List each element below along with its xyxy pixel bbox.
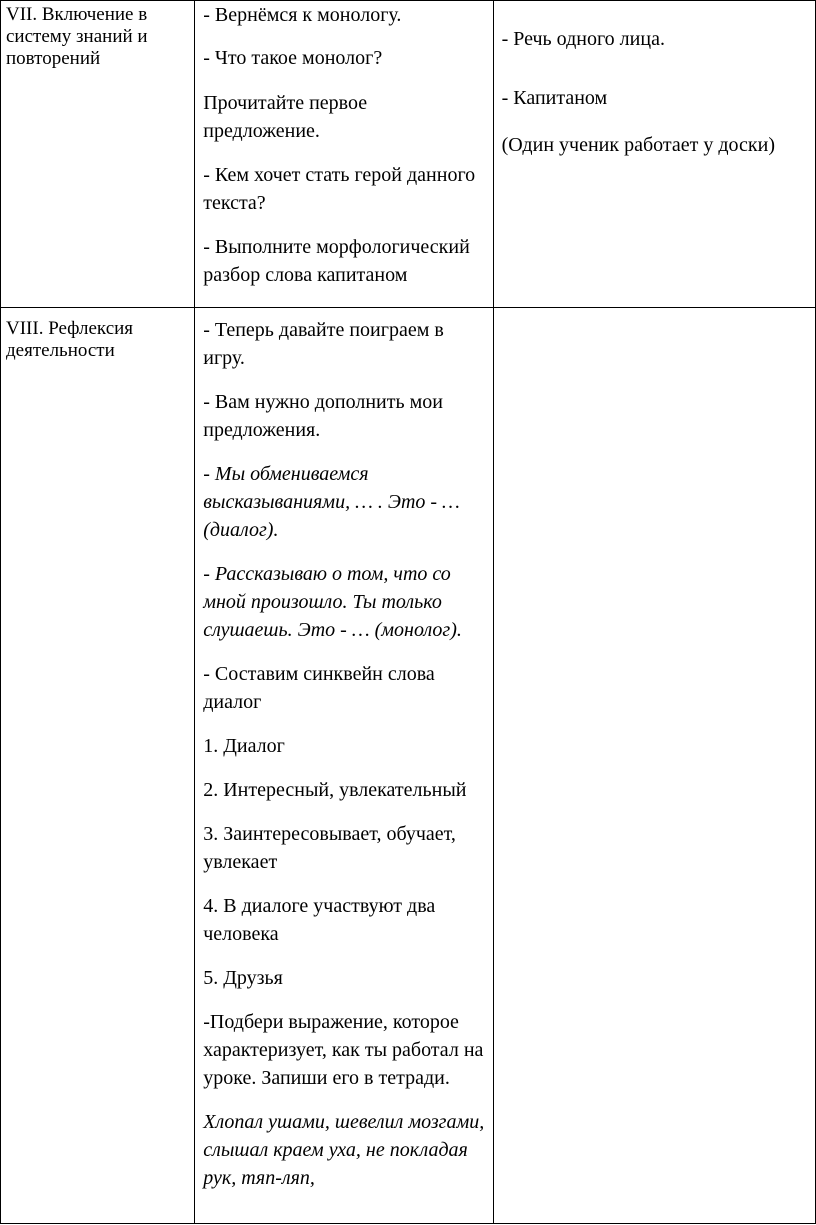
teacher-line: - Составим синквейн слова диалог xyxy=(203,663,435,713)
teacher-line: Прочитайте первое предложение. xyxy=(203,92,368,142)
teacher-line: - Выполните морфологический разбор слова капитаном xyxy=(203,236,470,286)
table-row xyxy=(1,308,816,1224)
student-line: - Речь одного лица. xyxy=(501,28,665,50)
student-line: (Один ученик работает у доски) xyxy=(501,134,775,156)
cinquain-line: 2. Интересный, увлекательный xyxy=(203,779,467,801)
teacher-line: - Рассказываю о том, что со мной произошло. Ты только слушаешь. Это - … (монолог). xyxy=(203,563,462,641)
cinquain-line: 4. В диалоге участвуют два человека xyxy=(203,895,436,945)
teacher-line: - Кем хочет стать герой данного текста? xyxy=(203,164,476,214)
cinquain-line: 3. Заинтересовывает, обучает, увлекает xyxy=(203,823,456,873)
stage-title: VII. Включение в систему знаний и повторений xyxy=(6,4,148,69)
stage-cell xyxy=(1,308,195,1224)
teacher-activity-cell xyxy=(195,1,493,308)
stage-cell xyxy=(1,1,195,308)
teacher-line: - Вернёмся к монологу. xyxy=(203,4,402,26)
stage-title: VIII. Рефлексия деятельности xyxy=(6,318,134,361)
teacher-line: Хлопал ушами, шевелил мозгами, слышал краем уха, не покладая рук, тяп-ляп, xyxy=(203,1111,485,1189)
teacher-line: -Подбери выражение, которое характеризует, как ты работал на уроке. Запиши его в тетради. xyxy=(203,1011,484,1089)
teacher-line: - Вам нужно дополнить мои предложения. xyxy=(203,391,443,441)
teacher-activity-cell xyxy=(195,308,493,1224)
student-activity-cell xyxy=(493,308,815,1224)
cinquain-line: 1. Диалог xyxy=(203,735,285,757)
student-line: - Капитаном xyxy=(501,87,608,109)
teacher-line: - Мы обмениваемся высказываниями, … . Это - … (диалог). xyxy=(203,463,460,541)
cinquain-line: 5. Друзья xyxy=(203,967,283,989)
student-activity-cell xyxy=(493,1,815,308)
teacher-line: - Теперь давайте поиграем в игру. xyxy=(203,319,444,369)
table-row xyxy=(1,1,816,308)
teacher-line: - Что такое монолог? xyxy=(203,47,383,69)
